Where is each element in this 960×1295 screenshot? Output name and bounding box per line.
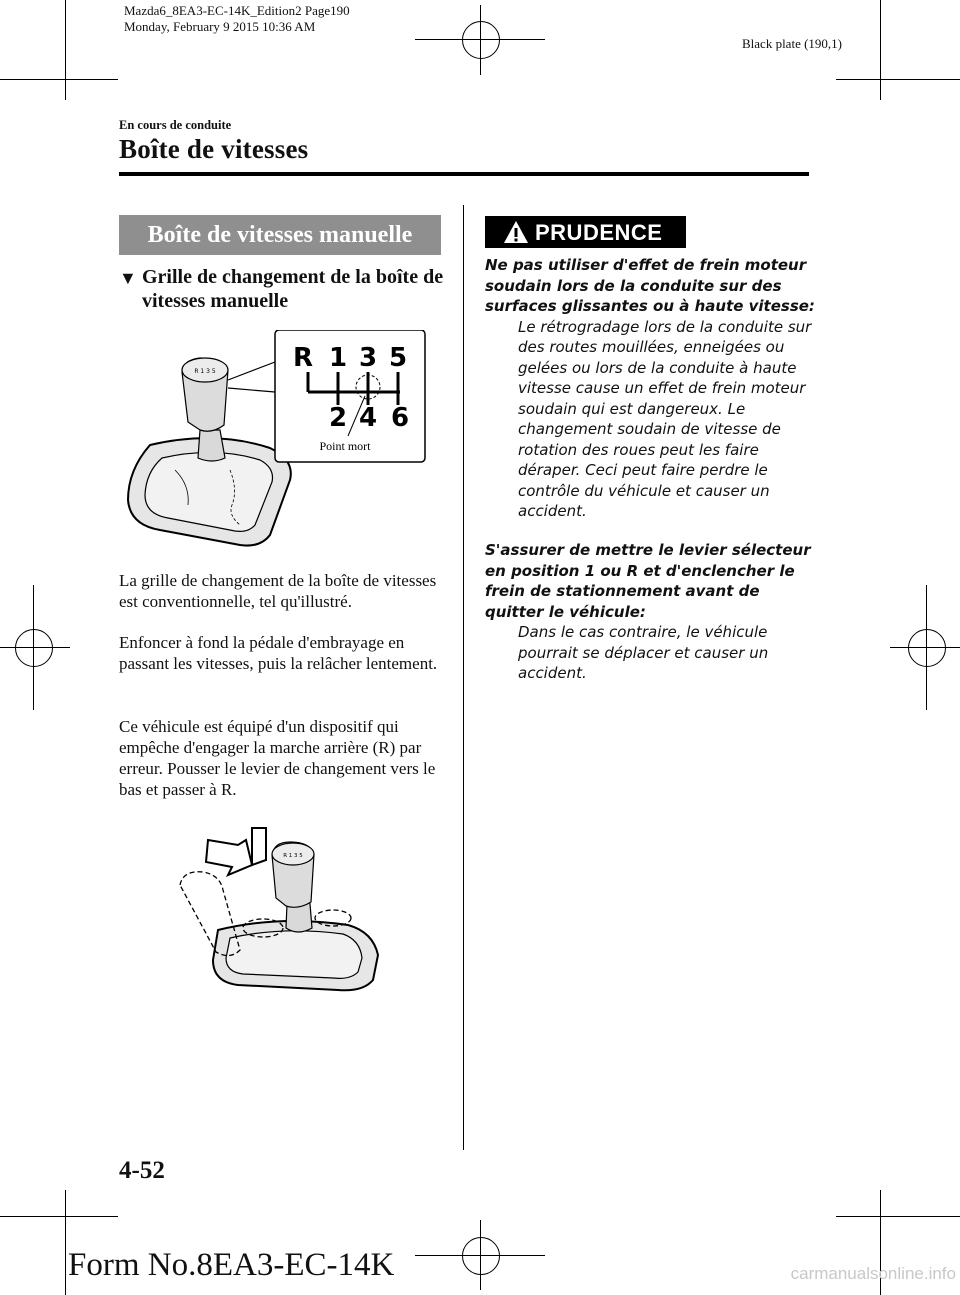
caution-heading-2: S'assurer de mettre le levier sélecteur en position 1 ou R et d'enclencher le frein de stationnement avant de quitter le véhicule: [485, 541, 811, 621]
lever-shaft [198, 430, 225, 461]
section-label: En cours de conduite [119, 118, 232, 132]
gear-pattern-figure [120, 330, 440, 555]
paragraph-2: Enfoncer à fond la pédale d'embrayage en passant les vitesses, puis la relâcher lentement. [119, 633, 438, 673]
caution-body-1: Le rétrogradage lors de la conduite sur des routes mouillées, enneigées ou gelées ou lors de la conduite à haute vitesse cause un effet de frein moteur soudain qui est dangereux. Le changement soudain de vitesse de rotation des roues peut les faire déraper. Ceci peut faire perdre le contrôle du véhicule et causer un accident. [518, 317, 812, 520]
watermark: carmanualsonline.info [790, 1264, 956, 1283]
gear-label-1: 1 [328, 343, 348, 373]
section-banner: Boîte de vitesses manuelle [119, 215, 441, 255]
page-title: Boîte de vitesses [119, 134, 309, 164]
form-number: Form No.8EA3-EC-14K [68, 1247, 395, 1283]
paragraph-1: La grille de changement de la boîte de vitesses est conventionnelle, tel qu'illustré. [119, 571, 437, 611]
print-date-line: Monday, February 9 2015 10:36 AM [124, 19, 316, 34]
neutral-label: Point mort [319, 439, 371, 453]
caution-item-2 [485, 540, 815, 684]
caution-body-2: Dans le cas contraire, le véhicule pourrait se déplacer et causer un accident. [518, 623, 769, 682]
svg-text:R 1 3 5: R 1 3 5 [283, 853, 303, 859]
gear-label-5: 5 [388, 343, 408, 373]
gear-label-3: 3 [358, 343, 378, 373]
gear-label-6: 6 [390, 403, 410, 433]
print-file-line: Mazda6_8EA3-EC-14K_Edition2 Page190 [124, 3, 350, 18]
caution-header [485, 216, 686, 248]
column-divider [463, 205, 464, 1150]
gear-label-2: 2 [328, 403, 348, 433]
caution-item-1 [485, 255, 815, 522]
warning-icon [503, 220, 529, 244]
paragraph-3: Ce véhicule est équipé d'un dispositif qui empêche d'engager la marche arrière (R) par erreur. Pousser le levier de changement vers le bas et passer à R. [119, 717, 436, 799]
triangle-marker: ▼ [119, 268, 137, 288]
subheading [119, 265, 449, 313]
gear-label-r: R [292, 343, 314, 373]
subheading-text: Grille de changement de la boîte de vitesses manuelle [142, 266, 444, 312]
svg-text:R 1 3 5: R 1 3 5 [194, 368, 216, 375]
gear-label-4: 4 [358, 403, 378, 433]
page-number: 4-52 [119, 1157, 165, 1184]
shift-boot [226, 931, 362, 979]
reverse-shift-figure [168, 820, 398, 1000]
caution-heading-1: Ne pas utiliser d'effet de frein moteur soudain lors de la conduite sur des surfaces glissantes ou à haute vitesse: [485, 256, 815, 315]
header-rule [119, 172, 809, 176]
plate-label: Black plate (190,1) [742, 36, 842, 51]
caution-label: PRUDENCE [535, 220, 663, 245]
push-down-arrow-icon [206, 840, 252, 875]
